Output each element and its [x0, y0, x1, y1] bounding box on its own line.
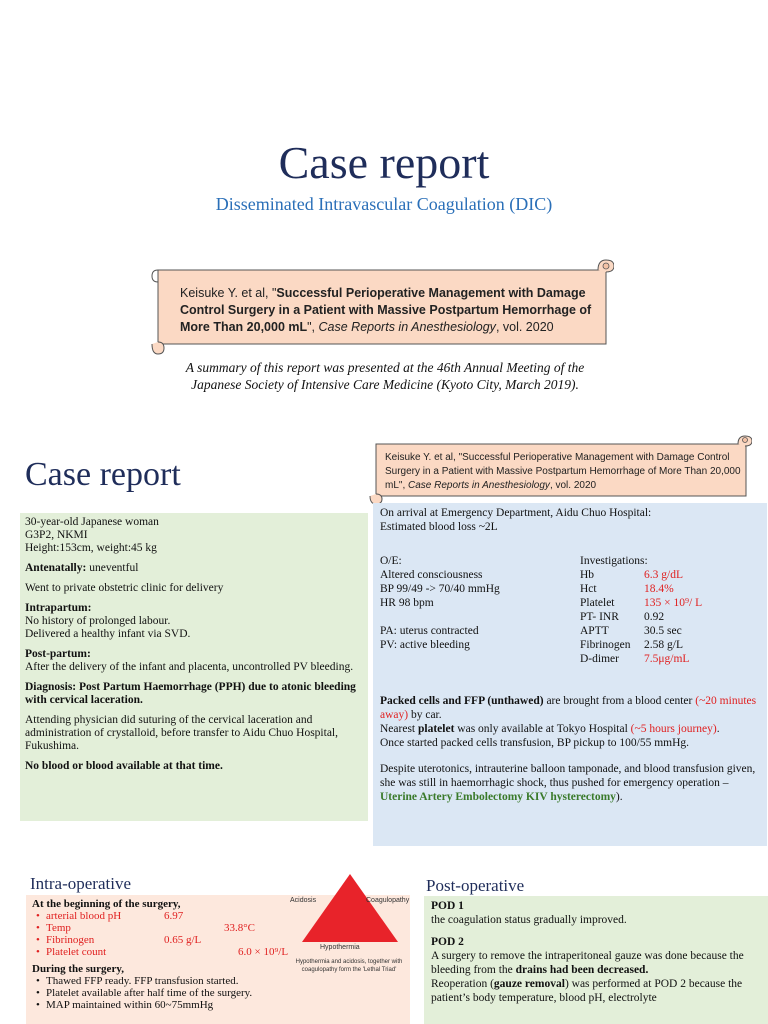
investigation-row: APTT 30.5 sec — [580, 625, 682, 637]
diagnosis: Diagnosis: Post Partum Haemorrhage (PPH) due to atonic bleeding with cervical laceration. — [25, 681, 356, 706]
patient-history-box — [20, 513, 368, 821]
patient-info: 30-year-old Japanese woman G3P2, NKMI Height:153cm, weight:45 kg — [25, 516, 159, 554]
lethal-triad-triangle — [300, 872, 400, 944]
page-subtitle: Disseminated Intravascular Coagulation (DIC) — [215, 194, 553, 214]
postop-title: Post-operative — [426, 876, 525, 895]
investigation-row: Hb 6.3 g/dL — [580, 569, 683, 581]
pod1: POD 1 the coagulation status gradually improved. — [431, 900, 627, 926]
during-list — [32, 975, 404, 1011]
intraop-title: Intra-operative — [30, 874, 131, 893]
citation-small: Keisuke Y. et al, "Successful Perioperative Management with Damage Control Surgery in a Patient with Massive Postpartum Hemorrhage of More Than 20,000 mL", Case Reports in Anesthesiology, vol. 2020 — [385, 452, 741, 491]
exam-section: O/E: Altered consciousness BP 99/49 -> 70/40 mmHg HR 98 bpm PA: uterus contracted PV: active bleeding Investigations: Hb 6.3 g/dL Hct 18.4% Platelet 135 × 10⁹/ L PT- INR 0.92 APTT 30.5 sec Fibrinogen 2.58 g/L D-dimer 7.5μg/mL — [380, 554, 760, 694]
vital-item: • arterial blood pH 6.97 — [46, 910, 404, 922]
slide-title: Case report — [25, 456, 181, 493]
emergency-box — [373, 503, 767, 846]
despite: Despite uterotonics, intrauterine balloon tamponade, and blood transfusion given, she was still in haemorrhagic shock, thus pushed for emergency operation – Uterine Artery Embolectomy KIV hysterectomy). — [380, 763, 756, 803]
vital-item: • Platelet count 6.0 × 10⁹/L — [46, 946, 404, 958]
investigations: Investigations: Hb 6.3 g/dL Hct 18.4% Platelet 135 × 10⁹/ L PT- INR 0.92 APTT 30.5 sec Fibrinogen 2.58 g/L D-dimer 7.5μg/mL — [580, 554, 768, 666]
summary-note: A summary of this report was presented at the 46th Annual Meeting of the Japanese Society of Intensive Care Medicine (Kyoto City, March 2019). — [185, 360, 585, 392]
during-item: • Platelet available after half time of the surgery. — [46, 987, 404, 999]
during-item: • Thawed FFP ready. FFP transfusion started. — [46, 975, 404, 987]
investigation-row: PT- INR 0.92 — [580, 611, 665, 623]
investigation-row: Fibrinogen 2.58 g/L — [580, 639, 683, 651]
citation: Keisuke Y. et al, "Successful Perioperative Management with Damage Control Surgery in a Patient with Massive Postpartum Hemorrhage of More Than 20,000 mL", Case Reports in Anesthesiology, vol. 2020 — [180, 286, 592, 334]
investigation-row: D-dimer 7.5μg/mL — [580, 653, 690, 665]
during-item: • MAP maintained within 60~75mmHg — [46, 999, 404, 1011]
clinic: Went to private obstetric clinic for delivery — [25, 582, 224, 594]
triad-caption: Hypothermia and acidosis, together with coagulopathy form the 'Lethal Triad' — [295, 959, 403, 973]
arrival: On arrival at Emergency Department, Aidu Chuo Hospital: Estimated blood loss ~2L — [380, 507, 652, 533]
coagulopathy-label: Coagulopathy — [366, 897, 410, 904]
attending: Attending physician did suturing of the cervical laceration and administration of crystalloid, before transfer to Aidu Chuo Hospital, Fukushima. — [25, 714, 338, 752]
hypothermia-label: Hypothermia — [320, 944, 360, 951]
postpartum: Post-partum: After the delivery of the infant and placenta, uncontrolled PV bleeding. — [25, 648, 354, 673]
vital-item: • Fibrinogen 0.65 g/L — [46, 934, 404, 946]
packed-cells: Packed cells and FFP (unthawed) are brought from a blood center (~20 minutes away) by car. Nearest platelet was only available at Tokyo Hospital (~5 hours journey). Once started packed cells transfusion, BP pickup to 100/55 mmHg. — [380, 695, 757, 749]
intrapartum: Intrapartum: No history of prolonged labour. Delivered a healthy infant via SVD. — [25, 602, 191, 640]
no-blood: No blood or blood available at that time. — [25, 760, 223, 772]
vital-item: • Temp 33.8°C — [46, 922, 404, 934]
intraop-box: At the beginning of the surgery, • arterial blood pH 6.97 • Temp 33.8°C • Fibrinogen 0.65 g/L • Platelet count 6.0 × 10⁹/L During the surgery, • Thawed FFP ready. FFP transfusion started. • Platelet available after half time of the surgery. • MAP maintained within 60~75mmHg — [26, 895, 410, 1024]
page-title: Case report — [278, 137, 490, 188]
investigation-row: Hct 18.4% — [580, 583, 674, 595]
pod2: POD 2 A surgery to remove the intraperitoneal gauze was done because the bleeding from the drains had been decreased. Reoperation (gauze removal) was performed at POD 2 because the patient’s body temperature, blood pH, electrolyte — [431, 936, 744, 1004]
investigation-row: Platelet 135 × 10⁹/ L — [580, 597, 703, 609]
postop-box — [424, 896, 768, 1024]
antenatal: Antenatally: uneventful — [25, 562, 139, 574]
acidosis-label: Acidosis — [290, 897, 317, 904]
